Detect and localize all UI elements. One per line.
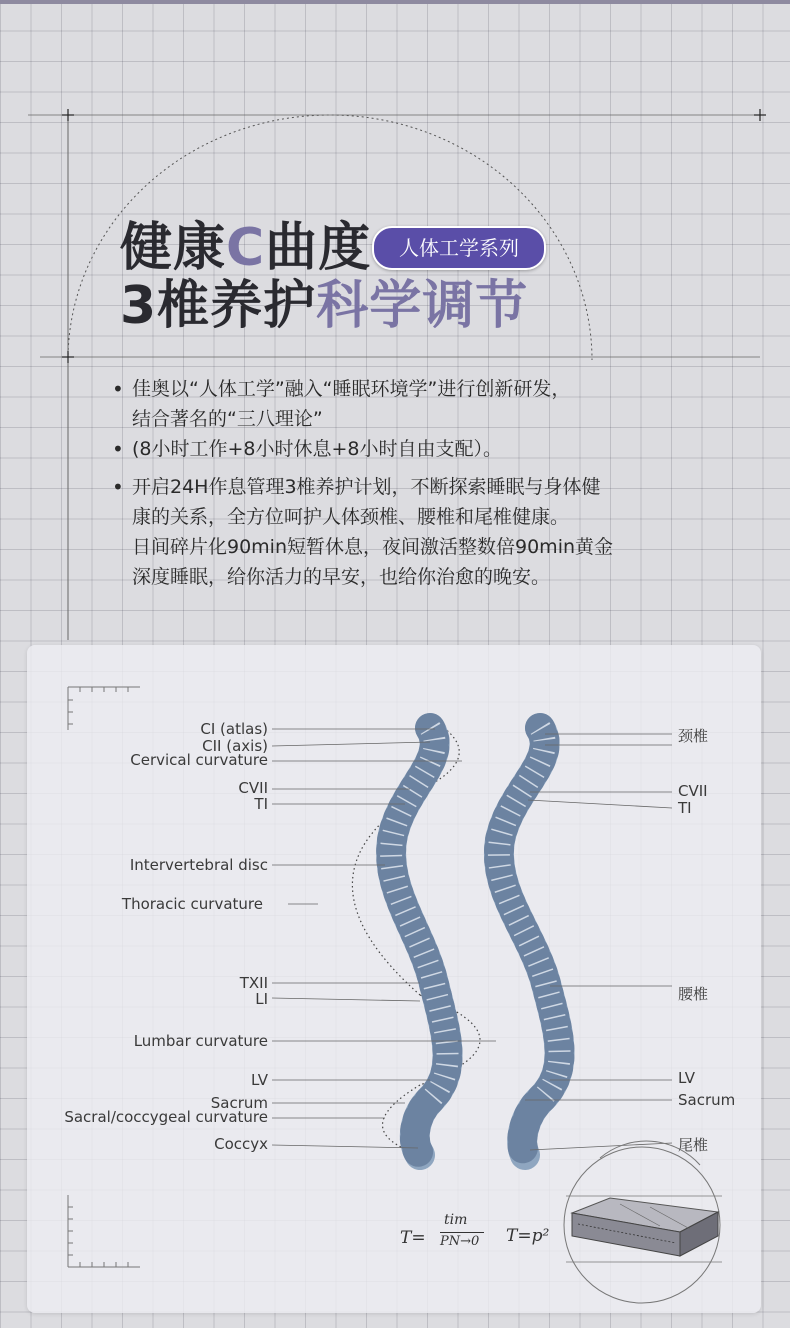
bullet-dot: • xyxy=(112,475,124,499)
bullet-text: 开启24H作息管理3椎养护计划，不断探索睡眠与身体健 xyxy=(132,476,601,498)
bullet-text: (8小时工作+8小时休息+8小时自由支配）。 xyxy=(132,438,503,460)
label-disc: Intervertebral disc xyxy=(129,856,268,874)
label-thoracic: Thoracic curvature xyxy=(121,895,263,913)
label-lumbar: Lumbar curvature xyxy=(133,1032,268,1050)
bullet-dot: • xyxy=(112,377,124,401)
formula-bar xyxy=(440,1232,484,1233)
label-sacrum: Sacrum xyxy=(210,1094,268,1112)
headline-part: 3椎养护 xyxy=(120,276,317,336)
label-cvii: CVII xyxy=(238,779,268,797)
label-cvii-right: CVII xyxy=(678,782,708,800)
label-txii: TXII xyxy=(239,974,268,992)
label-li: LI xyxy=(255,990,268,1008)
label-lv: LV xyxy=(251,1071,268,1089)
label-ti-right: TI xyxy=(678,799,692,817)
headline-accent: C xyxy=(226,218,266,278)
label-lv-right: LV xyxy=(678,1069,695,1087)
label-cervical: Cervical curvature xyxy=(130,751,268,769)
bullet-text: 佳奥以“人体工学”融入“睡眠环境学”进行创新研发， xyxy=(132,378,571,400)
formula-t2: T=p² xyxy=(506,1226,550,1246)
label-neck: 颈椎 xyxy=(678,727,709,745)
label-ci: CI (atlas) xyxy=(200,720,268,738)
headline-part: 曲度 xyxy=(265,218,372,278)
label-ti: TI xyxy=(254,795,268,813)
label-sacral: Sacral/coccygeal curvature xyxy=(64,1108,268,1126)
label-tail: 尾椎 xyxy=(678,1136,709,1154)
bullet-text: 日间碎片化90min短暂休息，夜间激活整数倍90min黄金 xyxy=(132,536,614,558)
mattress-sketch-icon xyxy=(564,1141,722,1303)
headline-accent: 科学调节 xyxy=(316,276,529,336)
formula-numerator: tim xyxy=(444,1212,468,1228)
label-waist: 腰椎 xyxy=(678,985,709,1003)
label-coccyx: Coccyx xyxy=(214,1135,268,1153)
bullet-text: 深度睡眠，给你活力的早安，也给你治愈的晚安。 xyxy=(132,566,551,588)
formula-denominator: PN→0 xyxy=(440,1234,480,1249)
series-badge: 人体工学系列 xyxy=(372,226,546,270)
formula-t: T= xyxy=(400,1228,426,1248)
headline-part: 健康 xyxy=(120,218,227,278)
spine-left-icon xyxy=(391,728,447,1155)
bullet-text: 康的关系，全方位呵护人体颈椎、腰椎和尾椎健康。 xyxy=(132,506,570,528)
bullet-dot: • xyxy=(112,437,124,461)
label-sacrum-right: Sacrum xyxy=(678,1091,736,1109)
bullet-text: 结合著名的“三八理论” xyxy=(132,408,323,430)
leader-lines-left xyxy=(272,729,496,1148)
ruler-icon xyxy=(68,687,140,1267)
label-cii: CII (axis) xyxy=(202,737,268,755)
